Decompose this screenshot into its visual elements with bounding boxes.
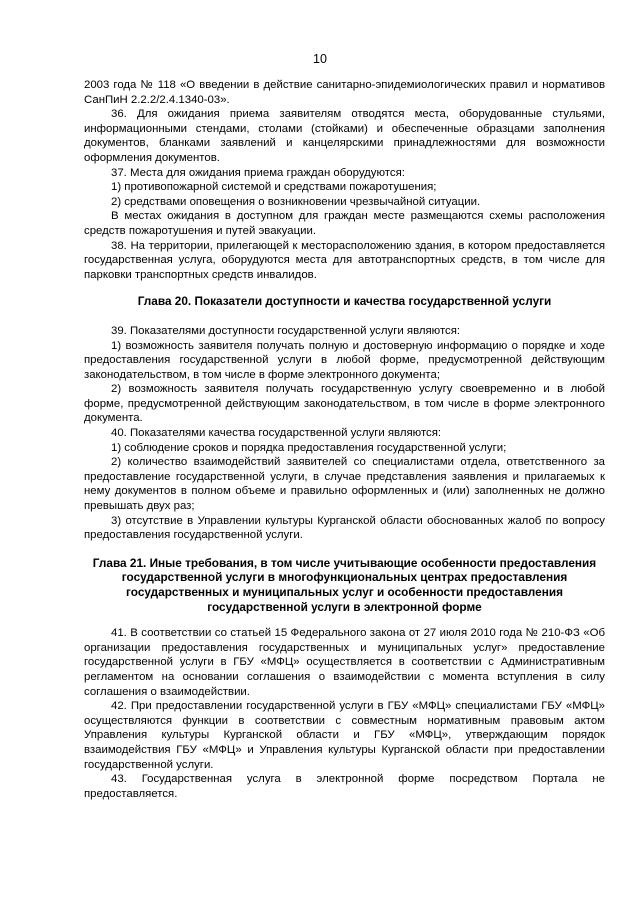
chapter-21-title: Глава 21. Иные требования, в том числе учитывающие особенности предоставления государственной услуги в многофункциональных центрах предоставления государственных и муниципальных услуг и особенности предоставления государственной услуги в электронной форме [92,555,597,614]
paragraph-39: 39. Показателями доступности государственной услуги являются: [111,324,461,337]
paragraph-43: 43. Государственная услуга в электронной форме посредством Портала не предоставляется. [84,773,605,800]
paragraph-41: 41. В соответствии со статьей 15 Федерального закона от 27 июля 2010 года № 210-ФЗ «Об организации предоставления государственных и муниципальных услуг» предоставление государственной услуги в ГБУ «МФЦ» осуществляется в соответствии с Административным регламентом на основании соглашения о взаимодействии с момента вступления в силу соглашения о взаимодействии. [84,627,605,698]
paragraph-36: 36. Для ожидания приема заявителям отводятся места, оборудованные стульями, информационными стендами, столами (стойками) и обеспеченные образцами заполнения документов, бланками заявлений и канцелярскими принадлежностями для возможности оформления документов. [84,108,605,164]
paragraph-40: 40. Показателями качества государственной услуги являются: [111,427,442,440]
paragraph-37: 37. Места для ожидания приема граждан оборудуются: [111,166,405,179]
paragraph-38: 38. На территории, прилегающей к месторасположению здания, в котором предоставляется государственная услуга, оборудуются места для автотранспортных средств, в том числе для парковки транспортных средств инвалидов. [84,239,605,281]
paragraph-continuation: 2003 года № 118 «О введении в действие санитарно-эпидемиологических правил и нормативов СанПиН 2.2.2/2.4.1340-03». [84,79,605,106]
paragraph-42: 42. При предоставлении государственной услуги в ГБУ «МФЦ» специалистами ГБУ «МФЦ» осуществляются функции в соответствии с совместным нормативным правовым актом Управления культуры Курганской области и ГБУ «МФЦ», утверждающим порядок взаимодействия ГБУ «МФЦ» и Управления культуры Курганской области при предоставлении государственной услуги. [84,700,605,771]
paragraph-39-item-2: 2) возможность заявителя получать государственную услугу своевременно и в любой форме, предусмотренной действующим законодательством, в том числе в форме электронного документа. [84,383,605,425]
paragraph-39-item-1: 1) возможность заявителя получать полную и достоверную информацию о порядке и ходе предоставления государственной услуги в любой форме, предусмотренной действующим законодательством, в том числе в форме электронного документа; [84,339,605,381]
paragraph-evacuation: В местах ожидания в доступном для граждан месте размещаются схемы расположения средств пожаротушения и путей эвакуации. [84,210,605,237]
page-number: 10 [313,52,327,66]
paragraph-40-item-1: 1) соблюдение сроков и порядка предоставления государственной услуги; [111,441,507,454]
paragraph-40-item-2: 2) количество взаимодействий заявителей со специалистами отдела, ответственного за предоставление государственной услуги, в случае представления заявления и прилагаемых к нему документов в полном объеме и правильно оформленных и (или) заполненных не должно превышать двух раз; [84,456,605,513]
paragraph-40-item-3: 3) отсутствие в Управлении культуры Курганской области обоснованных жалоб по вопросу предоставления государственной услуги. [84,514,605,542]
paragraph-37-item-1: 1) противопожарной системой и средствами пожаротушения; [111,181,437,194]
chapter-20-title: Глава 20. Показатели доступности и качества государственной услуги [137,294,552,309]
document-body [84,78,605,801]
paragraph-37-item-2: 2) средствами оповещения о возникновении чрезвычайной ситуации. [111,195,481,208]
